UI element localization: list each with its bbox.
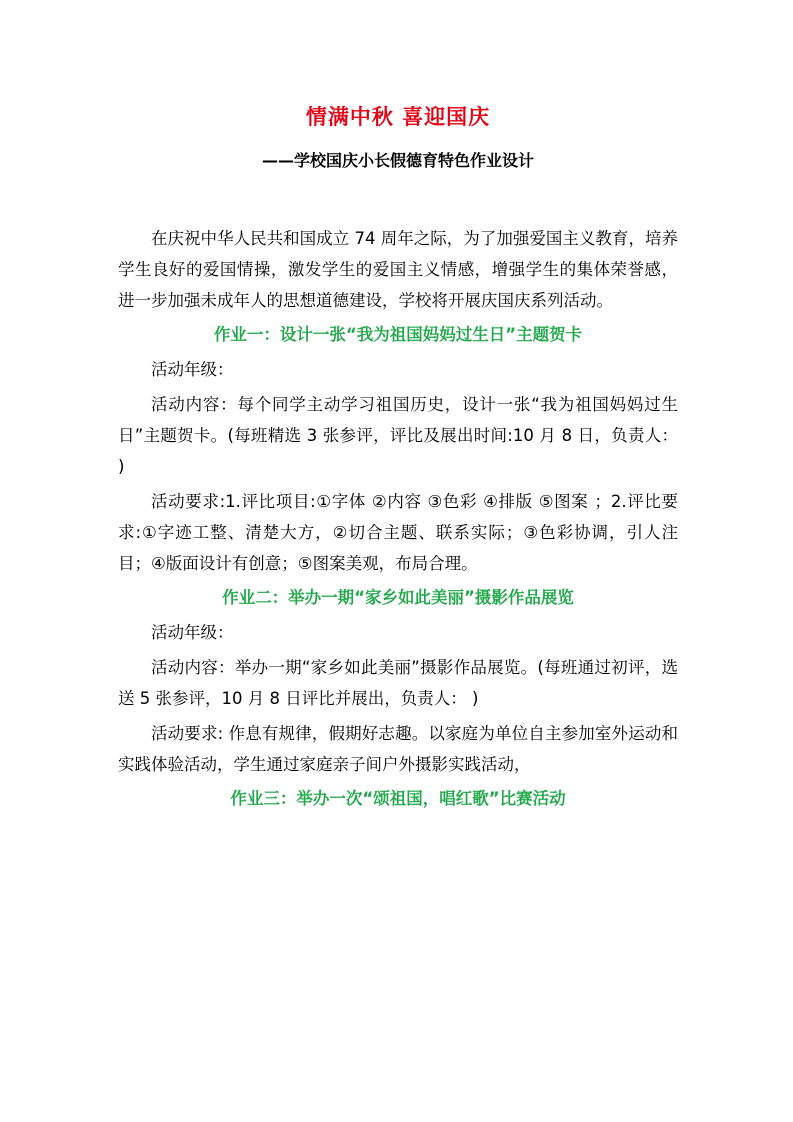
section-2-content: 活动内容：举办一期“家乡如此美丽”摄影作品展览。(每班通过初评，选送 5 张参评，10 月 8 日评比并展出，负责人： )	[118, 658, 678, 708]
intro-paragraph: 在庆祝中华人民共和国成立 74 周年之际，为了加强爱国主义教育，培养学生良好的爱国情操，激发学生的爱国主义情感，增强学生的集体荣誉感，进一步加强未成年人的思想道德建设，学校将开展庆国庆系列活动。	[118, 229, 678, 310]
intro-section	[118, 223, 678, 316]
section-1-grade: 活动年级：	[151, 360, 234, 379]
section-2	[118, 579, 678, 780]
section-2-grade: 活动年级：	[151, 623, 234, 642]
section-1	[118, 316, 678, 579]
section-3	[118, 780, 678, 818]
section-heading-2: 作业二：举办一期“家乡如此美丽”摄影作品展览	[222, 588, 574, 607]
document-subtitle: ——学校国庆小长假德育特色作业设计	[261, 151, 534, 170]
section-1-requirement: 活动要求:1.评比项目:①字体 ②内容 ③色彩 ④排版 ⑤图案 ；2.评比要求:①字迹工整、清楚大方，②切合主题、联系实际；③色彩协调，引人注目；④版面设计有创意；⑤图案美观，布局合理。	[118, 492, 678, 573]
section-1-content: 活动内容：每个同学主动学习祖国历史，设计一张“我为祖国妈妈过生日”主题贺卡。(每班精选 3 张参评，评比及展出时间:10 月 8 日，负责人： )	[118, 395, 678, 476]
section-heading-3: 作业三：举办一次“颂祖国，唱红歌”比赛活动	[230, 789, 566, 808]
document-title: 情满中秋 喜迎国庆	[305, 105, 491, 129]
document-page	[118, 103, 678, 818]
section-heading-1: 作业一：设计一张“我为祖国妈妈过生日”主题贺卡	[213, 325, 583, 344]
section-2-requirement: 活动要求: 作息有规律，假期好志趣。以家庭为单位自主参加室外运动和实践体验活动，学生通过家庭亲子间户外摄影实践活动，	[118, 724, 678, 774]
